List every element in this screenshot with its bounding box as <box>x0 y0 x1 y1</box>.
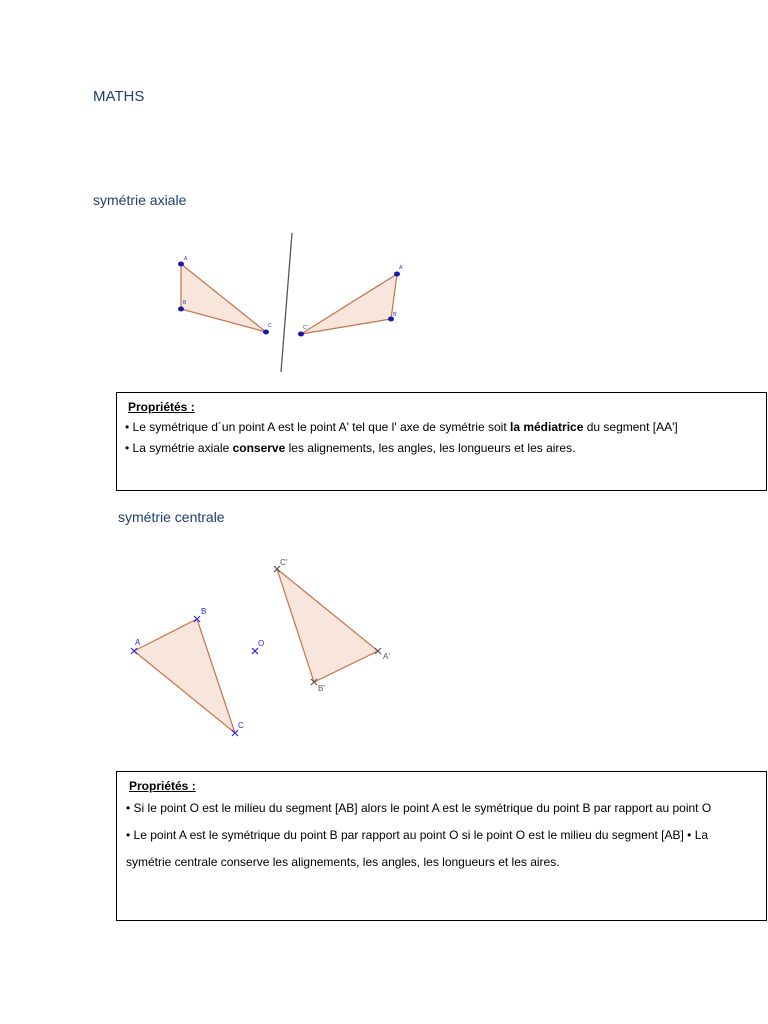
label-b-prime: B' <box>318 684 325 693</box>
point-c <box>232 730 238 736</box>
point-a <box>178 262 184 267</box>
label-a: A <box>135 638 141 647</box>
properties-box-centrale <box>116 771 767 921</box>
properties-title: Propriétés : <box>128 400 195 414</box>
label-a-prime: A' <box>383 652 390 661</box>
label-c: C <box>268 323 272 329</box>
properties-title: Propriétés : <box>129 779 196 793</box>
label-a: A <box>184 256 188 262</box>
section-heading-centrale: symétrie centrale <box>118 509 225 525</box>
highlight-conserve: conserve <box>232 440 286 455</box>
label-b: B <box>201 607 207 616</box>
point-c <box>263 330 269 335</box>
central-symmetry-figure <box>120 550 410 745</box>
properties-text: • Si le point O est le milieu du segment [AB] alors le point A est le symétrique du point B par rapport au point O • Le point A est le symétrique du point B par rapport au point O si le point O est le milieu du segment [AB] • La symétrie centrale conserve les alignements, les angles, les longueurs et les aires. <box>126 801 712 869</box>
label-o: O <box>258 639 265 648</box>
point-o <box>252 648 258 654</box>
point-a-prime <box>394 272 400 277</box>
section-heading-axiale: symétrie axiale <box>93 192 187 208</box>
properties-text: • Le symétrique d´un point A est le point A' tel que l' axe de symétrie soit la médiatrice du segment [AA'] • La symétrie axiale conserve les alignements, les angles, les longueurs et les aires. <box>125 420 678 455</box>
point-c-prime <box>298 332 304 337</box>
label-b: B <box>183 300 187 306</box>
highlight-mediatrice: la médiatrice <box>510 420 584 434</box>
triangle-abc <box>134 619 235 733</box>
label-a-prime: A' <box>399 265 404 271</box>
triangle-abc <box>181 264 266 332</box>
label-c: C <box>238 721 244 730</box>
properties-box-axiale <box>116 392 767 491</box>
triangle-abc-image <box>301 274 397 334</box>
axial-symmetry-figure <box>160 225 430 375</box>
page-title: MATHS <box>93 88 145 105</box>
point-b <box>178 307 184 312</box>
triangle-abc-image <box>277 569 378 682</box>
label-c-prime: C' <box>303 325 308 331</box>
label-b-prime: B' <box>393 312 398 318</box>
symmetry-axis <box>281 233 292 372</box>
label-c-prime: C' <box>280 558 288 567</box>
